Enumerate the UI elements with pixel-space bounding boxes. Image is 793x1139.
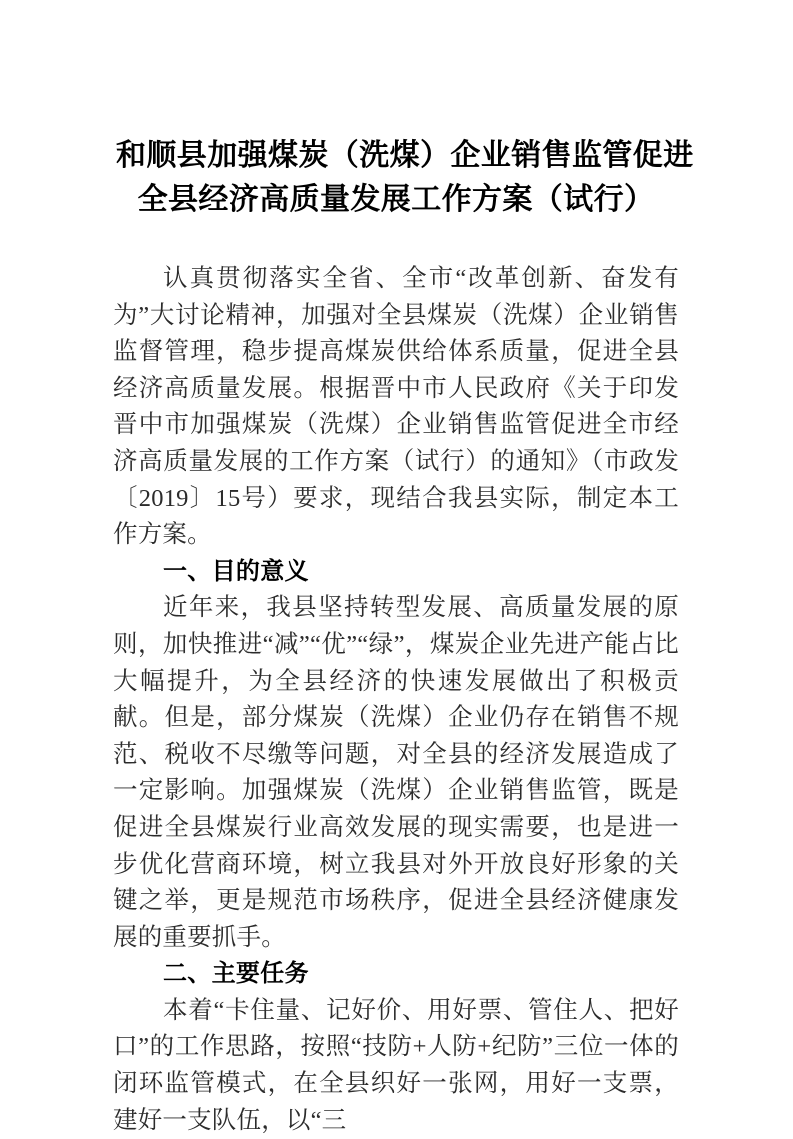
section-2-paragraph: 本着“卡住量、记好价、用好票、管住人、把好口”的工作思路，按照“技防+人防+纪防”三位一体的闭环监管模式，在全县织好一张网，用好一支票，建好一支队伍，以“三 [113, 996, 679, 1134]
section-heading-2: 二、主要任务 [163, 960, 309, 988]
page-title [96, 134, 696, 222]
page-title-line-2: 全县经济高质量发展工作方案（试行） [137, 183, 655, 216]
section-heading-1: 一、目的意义 [163, 557, 309, 585]
document-body [113, 261, 679, 1139]
page-title-line-1: 和顺县加强煤炭（洗煤）企业销售监管促进 [116, 139, 694, 172]
intro-paragraph: 认真贯彻落实全省、全市“改革创新、奋发有为”大讨论精神，加强对全县煤炭（洗煤）企业销售监督管理，稳步提高煤炭供给体系质量，促进全县经济高质量发展。根据晋中市人民政府《关于印发晋中市加强煤炭（洗煤）企业销售监管促进全市经济高质量发展的工作方案（试行）的通知》（市政发〔2019〕15号）要求，现结合我县实际，制定本工作方案。 [113, 265, 679, 549]
section-1-paragraph: 近年来，我县坚持转型发展、高质量发展的原则，加快推进“减”“优”“绿”，煤炭企业先进产能占比大幅提升，为全县经济的快速发展做出了积极贡献。但是，部分煤炭（洗煤）企业仍存在销售不规范、税收不尽缴等问题，对全县的经济发展造成了一定影响。加强煤炭（洗煤）企业销售监管，既是促进全县煤炭行业高效发展的现实需要，也是进一步优化营商环境，树立我县对外开放良好形象的关键之举，更是规范市场秩序，促进全县经济健康发展的重要抓手。 [113, 594, 679, 951]
